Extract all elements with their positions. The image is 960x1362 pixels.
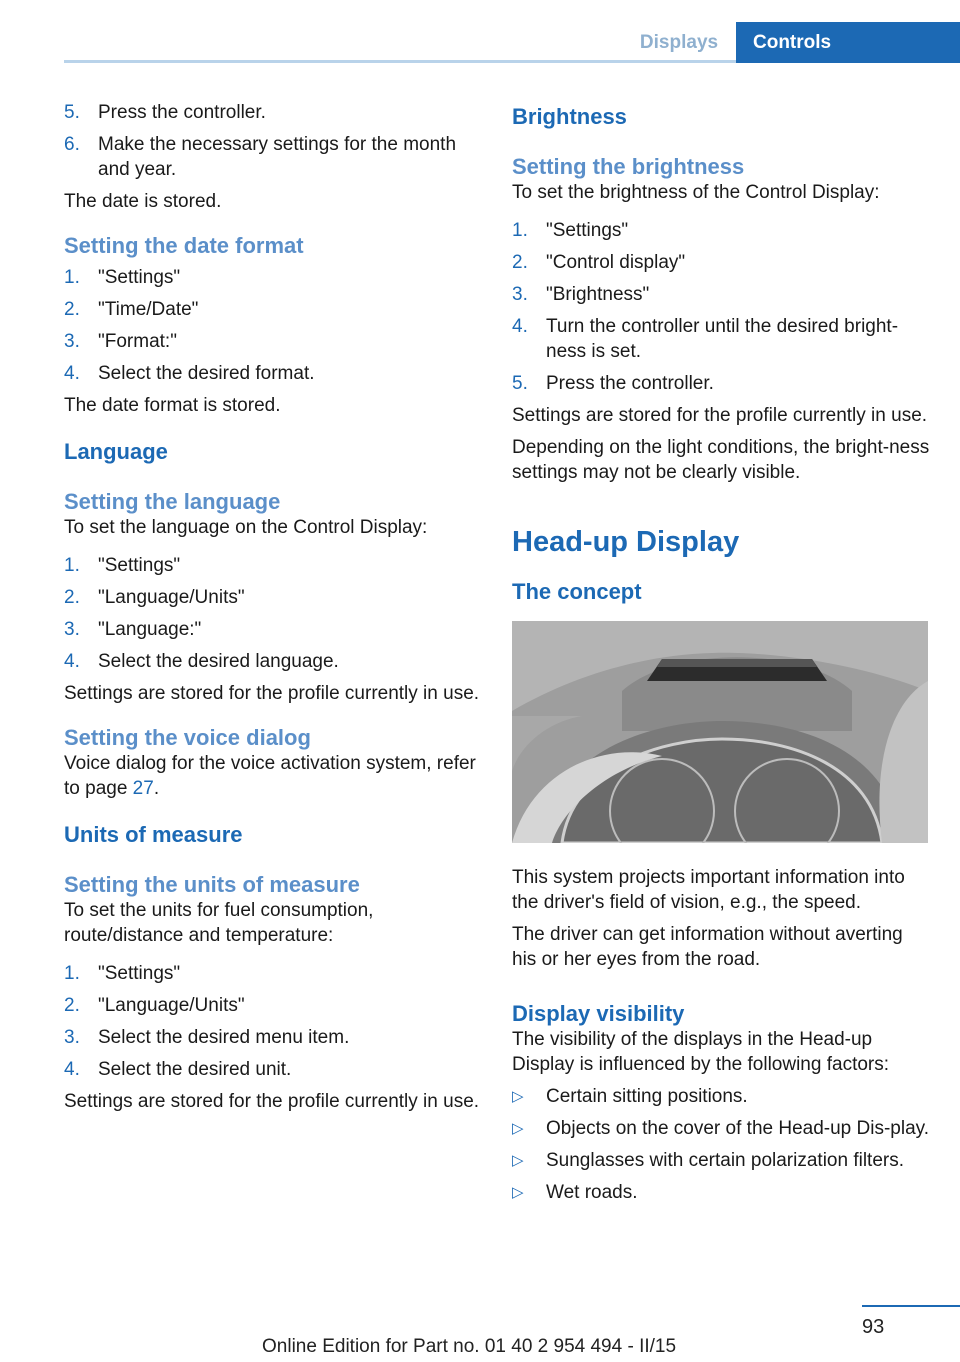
list-item: ▷ Wet roads. <box>512 1182 638 1203</box>
language-list <box>64 553 482 674</box>
units-stored-text: Settings are stored for the profile currently in use. <box>64 1091 480 1112</box>
hud-benefit: The driver can get information without averting his or her eyes from the road. <box>512 924 903 970</box>
list-item: 4. Turn the controller until the desired bright‐ness is set. <box>512 316 899 362</box>
edition-footer: Online Edition for Part no. 01 40 2 954 494 - II/15 <box>262 1336 677 1357</box>
page-number-rule <box>862 1305 960 1307</box>
brightness-heading: Brightness <box>512 104 627 129</box>
brightness-note: Depending on the light conditions, the bright‐ness settings may not be clearly visible. <box>512 437 930 483</box>
brightness-list <box>512 218 932 396</box>
brightness-intro: To set the brightness of the Control Display: <box>512 182 880 203</box>
list-item: 3. "Brightness" <box>512 284 650 305</box>
list-item: 1. "Settings" <box>64 963 181 984</box>
list-item: 2. "Control display" <box>512 252 686 273</box>
date-stored-text: The date is stored. <box>64 191 222 212</box>
concept-heading: The concept <box>512 579 642 604</box>
list-item: 5. Press the controller. <box>64 102 266 123</box>
bullet-arrow-icon: ▷ <box>512 1184 524 1201</box>
language-heading: Language <box>64 439 168 464</box>
bullet-arrow-icon: ▷ <box>512 1088 524 1105</box>
list-item: ▷ Certain sitting positions. <box>512 1086 748 1107</box>
setting-brightness-heading: Setting the brightness <box>512 154 745 179</box>
setting-units-heading: Setting the units of measure <box>64 872 360 897</box>
list-item: 1. "Settings" <box>64 267 181 288</box>
list-item: 3. "Format:" <box>64 331 177 352</box>
page-reference-link[interactable]: 27 <box>132 778 154 799</box>
list-item: 2. "Language/Units" <box>64 587 245 608</box>
list-item: 2. "Time/Date" <box>64 299 199 320</box>
right-column <box>512 100 932 1212</box>
list-item: 5. Press the controller. <box>512 373 714 394</box>
list-item: 1. "Settings" <box>64 555 181 576</box>
language-intro: To set the language on the Control Display: <box>64 517 428 538</box>
language-stored-text: Settings are stored for the profile currently in use. <box>64 683 480 704</box>
voice-dialog-heading: Setting the voice dialog <box>64 725 311 750</box>
list-item: 1. "Settings" <box>512 220 629 241</box>
section-tab-displays[interactable]: Displays <box>639 32 719 53</box>
steps-list-continued <box>64 100 482 182</box>
display-visibility-heading: Display visibility <box>512 1001 685 1026</box>
list-item: 2. "Language/Units" <box>64 995 245 1016</box>
units-heading: Units of measure <box>64 822 243 847</box>
units-intro: To set the units for fuel consumption, route/distance and temperature: <box>64 900 374 946</box>
list-item: 3. "Language:" <box>64 619 202 640</box>
hud-description: This system projects important information into the driver's field of vision, e.g., the speed. <box>512 867 905 913</box>
page-number: 93 <box>862 1316 885 1338</box>
head-up-display-illustration <box>512 621 928 843</box>
list-item: 6. Make the necessary settings for the month and year. <box>64 134 457 180</box>
hud-heading: Head-up Display <box>512 526 740 558</box>
left-column <box>64 100 482 1121</box>
list-item: 4. Select the desired unit. <box>64 1059 292 1080</box>
visibility-factors-list <box>512 1084 932 1205</box>
list-item: ▷ Sunglasses with certain polarization filters. <box>512 1150 905 1171</box>
bullet-arrow-icon: ▷ <box>512 1152 524 1169</box>
brightness-stored-text: Settings are stored for the profile currently in use. <box>512 405 928 426</box>
bullet-arrow-icon: ▷ <box>512 1120 524 1137</box>
list-item: 4. Select the desired format. <box>64 363 315 384</box>
date-format-heading: Setting the date format <box>64 233 304 258</box>
units-list <box>64 961 482 1082</box>
date-format-stored-text: The date format is stored. <box>64 395 281 416</box>
visibility-intro: The visibility of the displays in the Head-up Display is influenced by the following factors: <box>512 1029 890 1075</box>
chapter-tab-controls[interactable]: Controls <box>736 22 960 63</box>
setting-language-heading: Setting the language <box>64 489 281 514</box>
list-item: 4. Select the desired language. <box>64 651 339 672</box>
list-item: ▷ Objects on the cover of the Head-up Dis‐play. <box>512 1118 930 1139</box>
voice-dialog-text: Voice dialog for the voice activation system, refer to page 27. <box>64 753 476 799</box>
date-format-list <box>64 265 482 386</box>
list-item: 3. Select the desired menu item. <box>64 1027 350 1048</box>
